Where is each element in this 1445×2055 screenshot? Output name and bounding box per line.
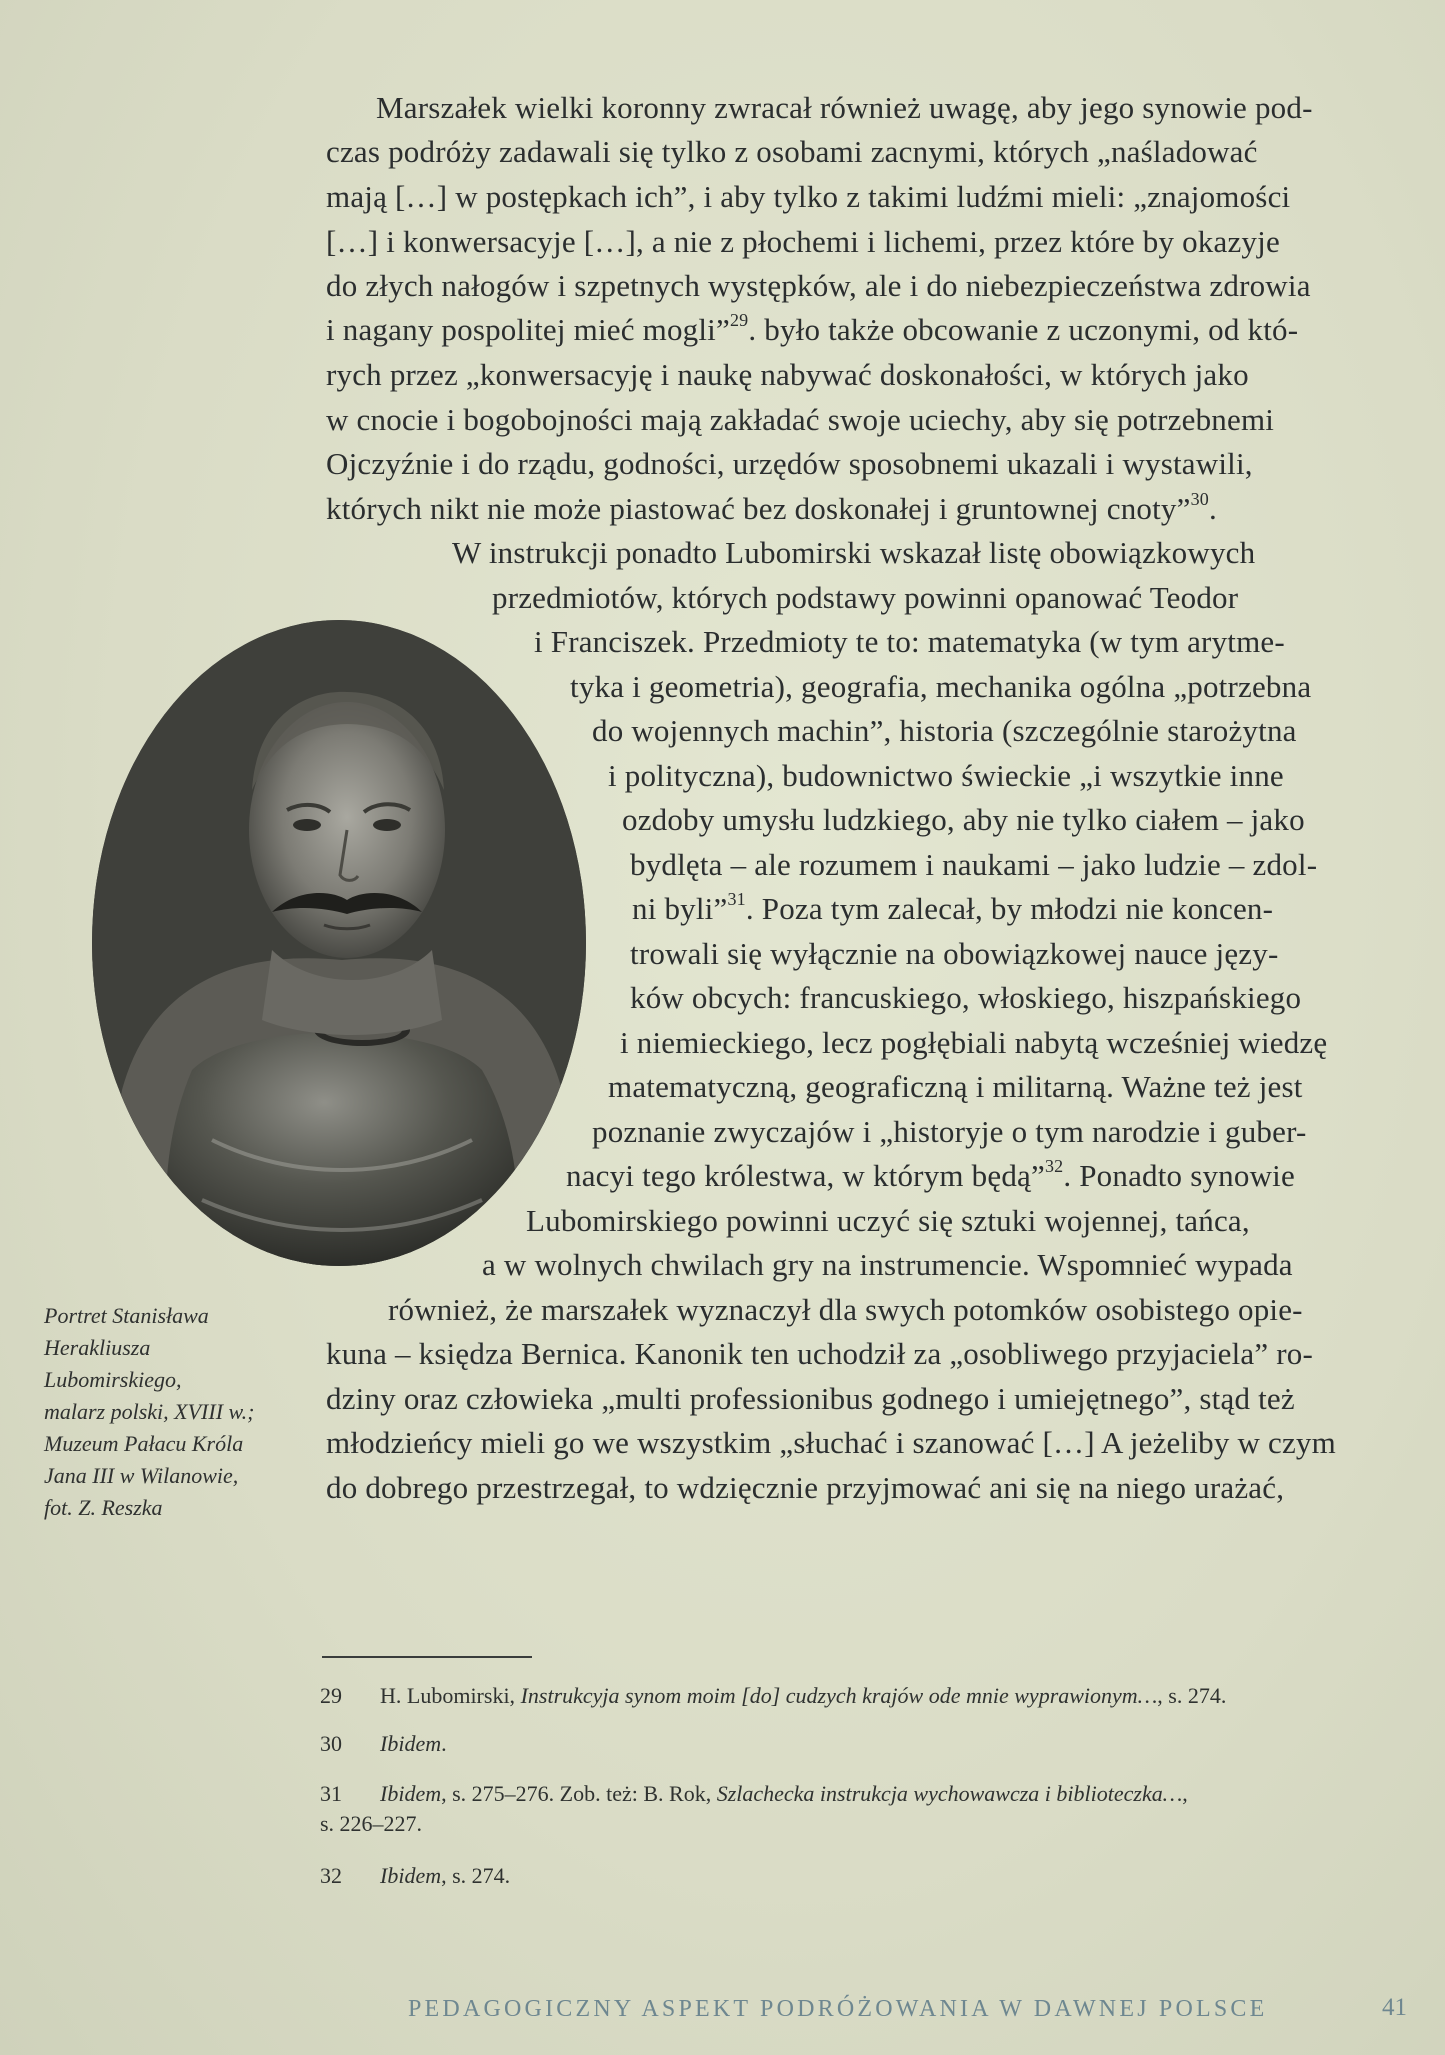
body-line-text: nacyi tego królestwa, w którym będą” xyxy=(566,1158,1045,1193)
body-line-text: również, że marszałek wyznaczył dla swych potomków osobistego opie- xyxy=(388,1292,1303,1327)
body-line-text: matematyczną, geograficzną i militarną. Ważne też jest xyxy=(608,1069,1303,1104)
body-line-text: i polityczna), budownictwo świeckie „i wszytkie inne xyxy=(608,758,1284,793)
body-line xyxy=(326,1332,1313,1376)
footnote-31-continued xyxy=(320,1810,422,1838)
body-line-text: . xyxy=(1209,491,1217,526)
footnote-title: Ibidem xyxy=(380,1731,442,1756)
footnote-29 xyxy=(320,1682,1226,1710)
body-line xyxy=(630,932,1278,976)
body-line xyxy=(630,976,1301,1020)
body-line-text: Ojczyźnie i do rządu, godności, urzędów sposobnemi ukazali i wystawili, xyxy=(326,446,1253,481)
body-line xyxy=(608,754,1284,798)
footnote-number: 29 xyxy=(320,1683,342,1708)
body-line xyxy=(326,487,1217,531)
caption-line: Muzeum Pałacu Króla xyxy=(44,1431,244,1456)
body-line xyxy=(326,130,1258,174)
footnote-ref: 32 xyxy=(1044,1156,1064,1176)
footnote-title: Ibidem xyxy=(380,1781,442,1806)
body-line xyxy=(620,1021,1327,1065)
body-line-text: młodzieńcy mieli go we wszystkim „słuchać i szanować […] A jeżeliby w czym xyxy=(326,1425,1336,1460)
body-line xyxy=(326,353,1249,397)
body-line-text: ni byli” xyxy=(632,891,728,926)
body-line xyxy=(326,264,1311,308)
body-line-text: w cnocie i bogobojności mają zakładać swoje uciechy, aby się potrzebnemi xyxy=(326,402,1275,437)
body-line xyxy=(526,1199,1250,1243)
body-line xyxy=(326,308,1298,352)
body-line-text: […] i konwersacyje […], a nie z płochemi i lichemi, przez które by okazyje xyxy=(326,224,1280,259)
footnote-text: . xyxy=(441,1731,447,1756)
footnote-number: 30 xyxy=(320,1731,342,1756)
body-line-text: mają […] w postępkach ich”, i aby tylko z takimi ludźmi mieli: „znajomości xyxy=(326,179,1291,214)
body-line-text: trowali się wyłącznie na obowiązkowej nauce języ- xyxy=(630,936,1279,971)
body-line-text: i nagany pospolitej mieć mogli” xyxy=(326,312,730,347)
footnote-title: Instrukcyja synom moim [do] cudzych krajów ode mnie wyprawionym… xyxy=(520,1683,1158,1708)
portrait-illustration xyxy=(92,620,586,1266)
body-line-text: do dobrego przestrzegał, to wdzięcznie przyjmować ani się na niego urażać, xyxy=(326,1470,1285,1505)
body-line-text: i niemieckiego, lecz pogłębiali nabytą wcześniej wiedzę xyxy=(620,1025,1328,1060)
footnote-31 xyxy=(320,1780,1188,1808)
footnote-30 xyxy=(320,1730,447,1758)
portrait-image xyxy=(92,620,586,1266)
body-line xyxy=(608,1065,1303,1109)
body-line-text: przedmiotów, których podstawy powinni opanować Teodor xyxy=(492,580,1239,615)
body-line-text: i Franciszek. Przedmioty te to: matematyka (w tym arytme- xyxy=(534,624,1285,659)
body-line-text: . Ponadto synowie xyxy=(1063,1158,1295,1193)
body-line xyxy=(566,1154,1295,1198)
body-line-text: poznanie zwyczajów i „historyje o tym narodzie i guber- xyxy=(592,1114,1307,1149)
body-line xyxy=(492,576,1238,620)
caption-line: Lubomirskiego, xyxy=(44,1367,182,1392)
footnote-text: , s. 275–276. Zob. też: B. Rok, xyxy=(441,1781,717,1806)
body-line xyxy=(326,220,1280,264)
footnote-divider xyxy=(322,1656,532,1658)
body-line xyxy=(632,887,1273,931)
footnote-text: , xyxy=(1182,1781,1188,1806)
body-line-text: . było także obcowanie z uczonymi, od któ- xyxy=(748,312,1299,347)
body-line-text: Lubomirskiego powinni uczyć się sztuki wojennej, tańca, xyxy=(526,1203,1250,1238)
body-line-text: ków obcych: francuskiego, włoskiego, hiszpańskiego xyxy=(630,980,1302,1015)
body-line xyxy=(326,1421,1336,1465)
body-line xyxy=(592,709,1297,753)
body-line-text: a w wolnych chwilach gry na instrumencie. Wspomnieć wypada xyxy=(482,1247,1293,1282)
body-line xyxy=(592,1110,1307,1154)
caption-line: Portret Stanisława xyxy=(44,1303,209,1328)
caption-line: Jana III w Wilanowie, xyxy=(44,1463,239,1488)
footnote-number: 32 xyxy=(320,1863,342,1888)
page-number: 41 xyxy=(1382,1994,1407,2021)
body-line xyxy=(326,442,1253,486)
body-line-text: kuna – księdza Bernica. Kanonik ten uchodził za „osobliwego przyjaciela” ro- xyxy=(326,1336,1314,1371)
body-line-text: tyka i geometria), geografia, mechanika ogólna „potrzebna xyxy=(570,669,1312,704)
body-line xyxy=(622,798,1305,842)
body-line xyxy=(326,175,1290,219)
body-line-text: W instrukcji ponadto Lubomirski wskazał listę obowiązkowych xyxy=(452,535,1256,570)
body-line xyxy=(326,398,1274,442)
footnote-title: Ibidem xyxy=(380,1863,442,1888)
body-line xyxy=(326,1466,1284,1510)
body-line xyxy=(482,1243,1293,1287)
body-line xyxy=(326,1377,1295,1421)
footnote-title: Szlachecka instrukcja wychowawcza i biblioteczka… xyxy=(716,1781,1183,1806)
footnote-32 xyxy=(320,1862,510,1890)
body-line xyxy=(534,620,1285,664)
footnote-number: 31 xyxy=(320,1781,342,1806)
footnote-text: H. Lubomirski, xyxy=(380,1683,521,1708)
footnote-text: s. 226–227. xyxy=(320,1811,423,1836)
body-line xyxy=(570,665,1311,709)
body-line-text: ozdoby umysłu ludzkiego, aby nie tylko ciałem – jako xyxy=(622,802,1305,837)
body-line-text: rych przez „konwersacyję i naukę nabywać doskonałości, w których jako xyxy=(326,357,1249,392)
body-line-text: . Poza tym zalecał, by młodzi nie koncen- xyxy=(745,891,1274,926)
body-line xyxy=(376,86,1313,130)
footnote-ref: 29 xyxy=(729,310,749,330)
body-line-text: do wojennych machin”, historia (szczególnie starożytna xyxy=(592,713,1297,748)
portrait-caption xyxy=(44,1300,254,1524)
body-line-text: których nikt nie może piastować bez doskonałej i gruntownej cnoty” xyxy=(326,491,1191,526)
running-footer: PEDAGOGICZNY ASPEKT PODRÓŻOWANIA W DAWNEJ POLSCE xyxy=(408,1996,1268,2022)
body-line-text: czas podróży zadawali się tylko z osobami zacnymi, których „naśladować xyxy=(326,134,1258,169)
body-line xyxy=(452,531,1255,575)
body-line xyxy=(388,1288,1303,1332)
footnote-ref: 30 xyxy=(1190,489,1210,509)
body-line-text: do złych nałogów i szpetnych występków, ale i do niebezpieczeństwa zdrowia xyxy=(326,268,1311,303)
body-line-text: Marszałek wielki koronny zwracał również uwagę, aby jego synowie pod- xyxy=(376,90,1313,125)
footnote-text: , s. 274. xyxy=(1157,1683,1227,1708)
caption-line: malarz polski, XVIII w.; xyxy=(44,1399,255,1424)
footnote-text: , s. 274. xyxy=(441,1863,511,1888)
caption-line: fot. Z. Reszka xyxy=(44,1495,163,1520)
footnote-ref: 31 xyxy=(727,889,746,909)
body-line-text: dziny oraz człowieka „multi professionibus godnego i umiejętnego”, stąd też xyxy=(326,1381,1295,1416)
body-line-text: bydlęta – ale rozumem i naukami – jako ludzie – zdol- xyxy=(630,847,1318,882)
body-line xyxy=(630,843,1317,887)
caption-line: Herakliusza xyxy=(44,1335,151,1360)
